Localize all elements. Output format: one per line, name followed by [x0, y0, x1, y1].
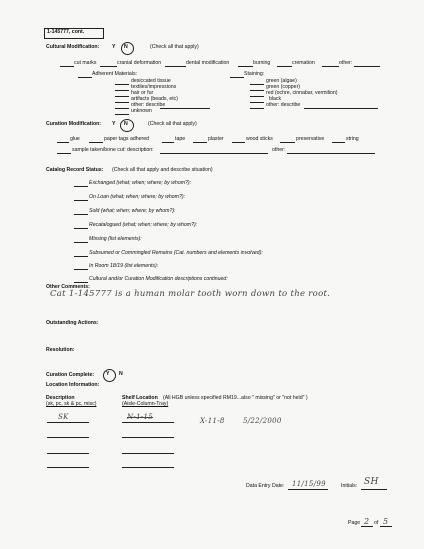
description-line [47, 467, 89, 468]
curation-item: preservative [296, 136, 325, 142]
blank-line [115, 84, 129, 85]
initials-line [361, 489, 387, 490]
blank-line [100, 66, 117, 67]
status-item: Missing (list elements): [89, 236, 142, 242]
blank-line [57, 142, 69, 143]
blank-line [74, 269, 88, 270]
adherent-item: hair or fur [131, 90, 154, 96]
adherent-item: desiccated tissue [131, 78, 171, 84]
blank-line [250, 90, 264, 91]
description-handwritten: SK [58, 413, 69, 421]
page-total: 5 [383, 517, 389, 526]
adherent-item: artifacts (beads, etc) [131, 96, 178, 102]
blank-line [74, 200, 88, 201]
blank-line [89, 142, 103, 143]
shelf-location-subheader: (Aisle-Column-Tray) [122, 401, 169, 407]
blank-line [160, 153, 268, 154]
page-num: 2 [364, 517, 370, 526]
data-entry-date-line [288, 489, 328, 490]
status-item: Subsumed or Commingled Remains (Cat. numbers and elements involved): [89, 250, 263, 256]
curation-complete-yes: Y [106, 371, 110, 377]
status-item: Recatalogued (what; when; where; by whom?): [89, 222, 198, 228]
cultural-item: burning [253, 60, 271, 66]
shelf-handwritten: N-1-15 [127, 413, 154, 421]
description-line [47, 437, 89, 438]
staining-item: green (algae) [266, 78, 297, 84]
staining-item: green (copper) [266, 84, 301, 90]
cultural-yes: Y [112, 44, 116, 50]
curation-item: paper tags adhered [104, 136, 149, 142]
blank-line [115, 114, 129, 115]
blank-line [57, 153, 71, 154]
other-label: other: [272, 147, 286, 153]
shelf-location-header: Shelf Location [122, 395, 158, 401]
status-item: Exchanged (what; when; where; by whom?): [89, 180, 192, 186]
cultural-no: N [124, 44, 128, 50]
adherent-title: Adherent Materials: [92, 71, 137, 77]
shelf-line [122, 467, 174, 468]
blank-line [115, 108, 129, 109]
data-entry-date-value: 11/15/99 [292, 480, 326, 488]
curation-complete-label: Curation Complete: [46, 372, 95, 378]
resolution-label: Resolution: [46, 347, 75, 353]
of-label: of [374, 520, 379, 526]
cultural-item: cremation [292, 60, 315, 66]
staining-item: black [269, 96, 282, 102]
blank-line [322, 66, 339, 67]
data-entry-date-label: Data Entry Date: [246, 483, 285, 489]
description-line [47, 422, 89, 423]
blank-line [304, 108, 378, 109]
shelf-line [122, 437, 174, 438]
curation-complete-no: N [119, 371, 123, 377]
other-comments-handwriting: Cat 1-145777 is a human molar tooth worn down to the root. [50, 289, 331, 299]
curation-modification-label: Curation Modification: [46, 121, 102, 127]
shelf-location-note: (All HGB unless specified RM19...also " missing" or "not held" ) [163, 395, 308, 401]
staining-item: red (ochre, cinnabar, vermilion) [266, 90, 338, 96]
curation-instruction: (Check all that apply) [148, 121, 197, 127]
blank-line [74, 242, 88, 243]
status-item: In Room 18/19 (list elements): [89, 263, 159, 269]
blank-line [60, 66, 74, 67]
blank-line [238, 66, 253, 67]
initials-label: Initials: [341, 483, 358, 489]
blank-line [78, 77, 92, 78]
description-subheader: (sk, pc, sk & pc, misc) [46, 401, 97, 407]
status-item: Cultural and/or Curation Modification descriptions continued: [89, 276, 228, 282]
cultural-instruction: (Check all that apply) [150, 44, 199, 50]
initials-value: SH [364, 477, 379, 487]
staining-title: Staining: [244, 71, 265, 77]
blank-line [250, 102, 264, 103]
curation-item: wood sticks [246, 136, 273, 142]
curation-item: string [346, 136, 359, 142]
curation-no: N [124, 121, 128, 127]
blank-line [160, 108, 210, 109]
blank-line [115, 90, 129, 91]
shelf-location-handwritten: X-11-8 [200, 417, 225, 425]
adherent-item: textiles/impressions [131, 84, 177, 90]
status-item: On Loan (what; when; where; by whom?): [89, 194, 186, 200]
cultural-item: cranial deformation [117, 60, 162, 66]
other-comments-label: Other Comments: [46, 284, 90, 290]
blank-line [115, 96, 129, 97]
blank-line [250, 108, 264, 109]
blank-line [232, 142, 245, 143]
shelf-date-handwritten: 5/22/2000 [243, 417, 282, 425]
blank-line [287, 153, 375, 154]
blank-line [280, 142, 295, 143]
blank-line [332, 142, 345, 143]
shelf-line [122, 453, 174, 454]
curation-item: glue [70, 136, 80, 142]
blank-line [74, 214, 88, 215]
staining-item: other: describe [266, 102, 301, 108]
blank-line [277, 66, 292, 67]
description-line [47, 453, 89, 454]
curation-item: plaster [208, 136, 224, 142]
blank-line [250, 96, 264, 97]
blank-line [74, 282, 88, 283]
blank-line [74, 228, 88, 229]
cultural-item: dental modification [186, 60, 230, 66]
blank-line [74, 186, 88, 187]
curation-item: tape [175, 136, 186, 142]
page-label: Page [348, 520, 361, 526]
blank-line [230, 77, 244, 78]
blank-line [354, 66, 380, 67]
blank-line [193, 142, 207, 143]
blank-line [165, 66, 186, 67]
adherent-item: unknown [131, 108, 152, 114]
outstanding-actions-label: Outstanding Actions: [46, 320, 99, 326]
sample-label: sample taken/bone cut: description: [72, 147, 154, 153]
blank-line [74, 256, 88, 257]
shelf-line [122, 422, 174, 423]
description-header: Description [46, 395, 75, 401]
cultural-item: cut marks [74, 60, 97, 66]
blank-line [115, 102, 129, 103]
curation-yes: Y [112, 121, 116, 127]
location-label: Location Information: [46, 382, 100, 388]
status-item: Sold (what; when; where; by whom?): [89, 208, 176, 214]
adherent-item: other: describe [131, 102, 166, 108]
catalog-id: 1-145777, cont. [47, 29, 85, 35]
catalog-status-label: Catalog Record Status: [46, 167, 104, 173]
cultural-item: other: [339, 60, 353, 66]
curation-complete-yes-circle [103, 369, 116, 382]
blank-line [250, 84, 264, 85]
catalog-status-instruction: (Check all that apply and describe situation) [112, 167, 213, 173]
cultural-modification-label: Cultural Modification: [46, 44, 100, 50]
blank-line [162, 142, 174, 143]
